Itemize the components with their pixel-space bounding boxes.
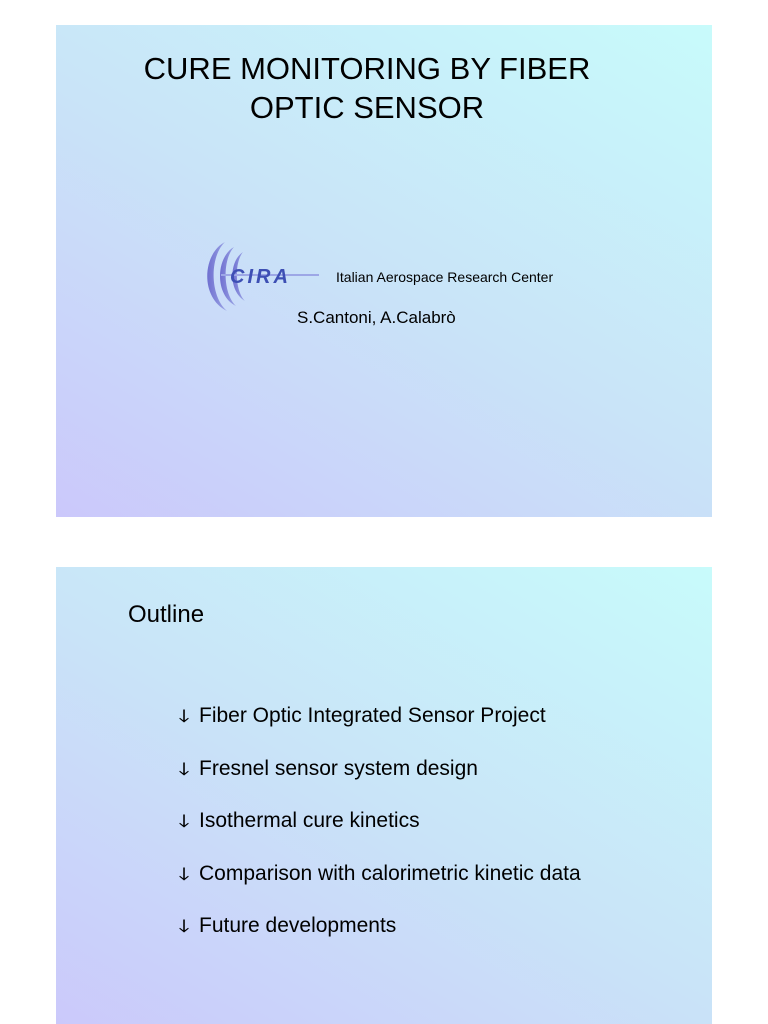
logo-text: CIRA [230, 266, 291, 288]
slide-title-line-2: OPTIC SENSOR [249, 90, 485, 125]
down-arrow-bullet-icon: ↆ [179, 810, 190, 832]
authors: S.Cantoni, A.Calabrò [297, 308, 456, 327]
list-item-text: Fiber Optic Integrated Sensor Project [199, 704, 546, 727]
list-item [179, 757, 581, 810]
title-slide [56, 25, 712, 517]
outline-slide [56, 567, 712, 1024]
list-item [179, 704, 581, 757]
slide-title [56, 49, 678, 127]
slide-title-line-1: CURE MONITORING BY FIBER [143, 51, 591, 86]
outline-list [179, 704, 581, 967]
down-arrow-bullet-icon: ↆ [179, 705, 190, 727]
list-item-text: Fresnel sensor system design [199, 756, 478, 780]
down-arrow-bullet-icon: ↆ [179, 757, 190, 780]
list-item-text: Comparison with calorimetric kinetic data [199, 861, 581, 885]
cira-logo-icon [197, 239, 323, 313]
organization-name: Italian Aerospace Research Center [336, 269, 554, 285]
outline-heading: Outline [128, 601, 205, 628]
list-item [179, 862, 581, 915]
list-item [179, 914, 581, 967]
list-item-text: Future developments [199, 914, 397, 937]
list-item [179, 809, 581, 862]
down-arrow-bullet-icon: ↆ [179, 915, 190, 937]
list-item-text: Isothermal cure kinetics [199, 809, 420, 832]
down-arrow-bullet-icon: ↆ [179, 862, 190, 885]
